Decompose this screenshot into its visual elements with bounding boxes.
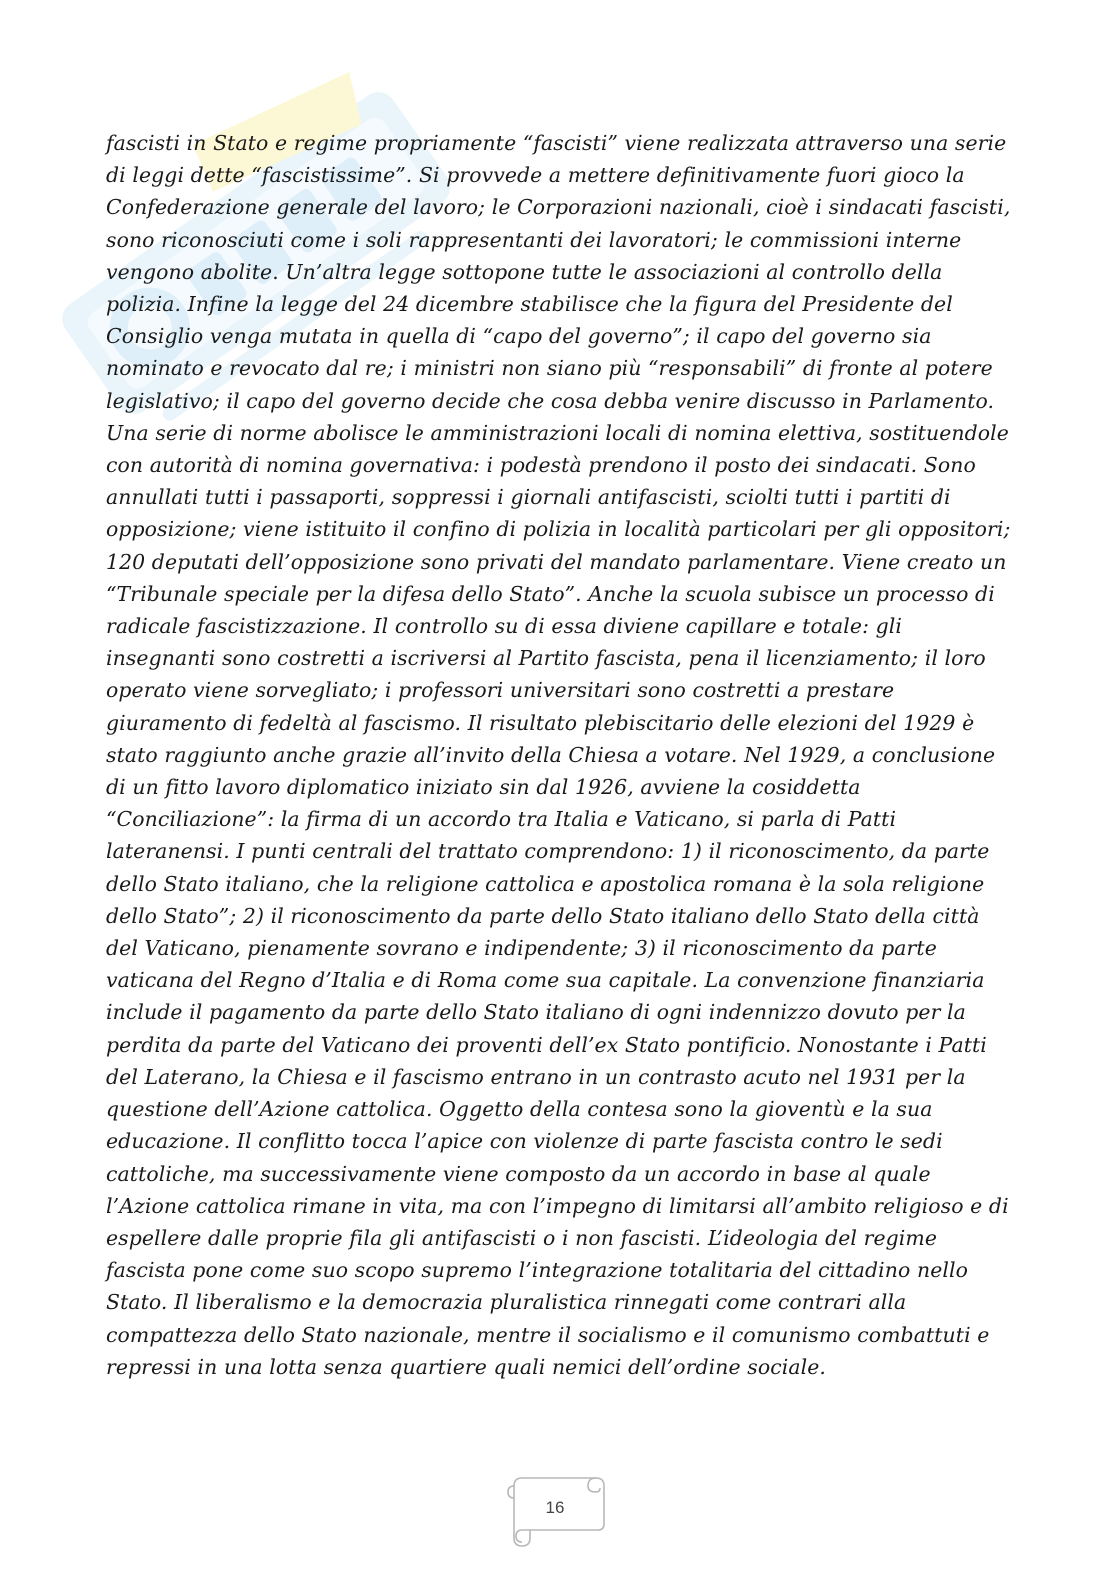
page-number-badge [500, 1472, 610, 1552]
body-paragraph: fascisti in Stato e regime propriamente “fascisti” viene realizzata attraverso una serie di leggi dette “fascistissime”. Si provvede a mettere definitivamente fuori gioco la Confederazione generale del lavoro; le Corporazioni nazionali, cioè i sindacati fascisti, sono riconosciuti come i soli rappresentanti dei lavoratori; le commissioni interne vengono abolite. Un’altra legge sottopone tutte le associazioni al controllo della polizia. Infine la legge del 24 dicembre stabilisce che la figura del Presidente del Consiglio venga mutata in quella di “capo del governo”; il capo del governo sia nominato e revocato dal re; i ministri non siano più “responsabili” di fronte al potere legislativo; il capo del governo decide che cosa debba venire discusso in Parlamento. Una serie di norme abolisce le amministrazioni locali di nomina elettiva, sostituendole con autorità di nomina governativa: i podestà prendono il posto dei sindacati. Sono annullati tutti i passaporti, soppressi i giornali antifascisti, sciolti tutti i partiti di opposizione; viene istituito il confino di polizia in località particolari per gli oppositori; 120 deputati dell’opposizione sono privati del mandato parlamentare. Viene creato un “Tribunale speciale per la difesa dello Stato”. Anche la scuola subisce un processo di radicale fascistizzazione. Il controllo su di essa diviene capillare e totale: gli insegnanti sono costretti a iscriversi al Partito fascista, pena il licenziamento; il loro operato viene sorvegliato; i professori universitari sono costretti a prestare giuramento di fedeltà al fascismo. Il risultato plebiscitario delle elezioni del 1929 è stato raggiunto anche grazie all’invito della Chiesa a votare. Nel 1929, a conclusione di un fitto lavoro diplomatico iniziato sin dal 1926, avviene la cosiddetta “Conciliazione”: la firma di un accordo tra Italia e Vaticano, si parla di Patti lateranensi. I punti centrali del trattato comprendono: 1) il riconoscimento, da parte dello Stato italiano, che la religione cattolica e apostolica romana è la sola religione dello Stato”; 2) il riconoscimento da parte dello Stato italiano dello Stato della città del Vaticano, pienamente sovrano e indipendente; 3) il riconoscimento da parte vaticana del Regno d’Italia e di Roma come sua capitale. La convenzione finanziaria include il pagamento da parte dello Stato italiano di ogni indennizzo dovuto per la perdita da parte del Vaticano dei proventi dell’ex Stato pontificio. Nonostante i Patti del Laterano, la Chiesa e il fascismo entrano in un contrasto acuto nel 1931 per la questione dell’Azione cattolica. Oggetto della contesa sono la gioventù e la sua educazione. Il conflitto tocca l’apice con violenze di parte fascista contro le sedi cattoliche, ma successivamente viene composto da un accordo in base al quale l’Azione cattolica rimane in vita, ma con l’impegno di limitarsi all’ambito religioso e di espellere dalle proprie fila gli antifascisti o i non fascisti. L’ideologia del regime fascista pone come suo scopo supremo l’integrazione totalitaria del cittadino nello Stato. Il liberalismo e la democrazia pluralistica rinnegati come contrari alla compattezza dello Stato nazionale, mentre il socialismo e il comunismo combattuti e repressi in una lotta senza quartiere quali nemici dell’ordine sociale. [106, 131, 1011, 1379]
page-number: 16 [545, 1498, 565, 1517]
